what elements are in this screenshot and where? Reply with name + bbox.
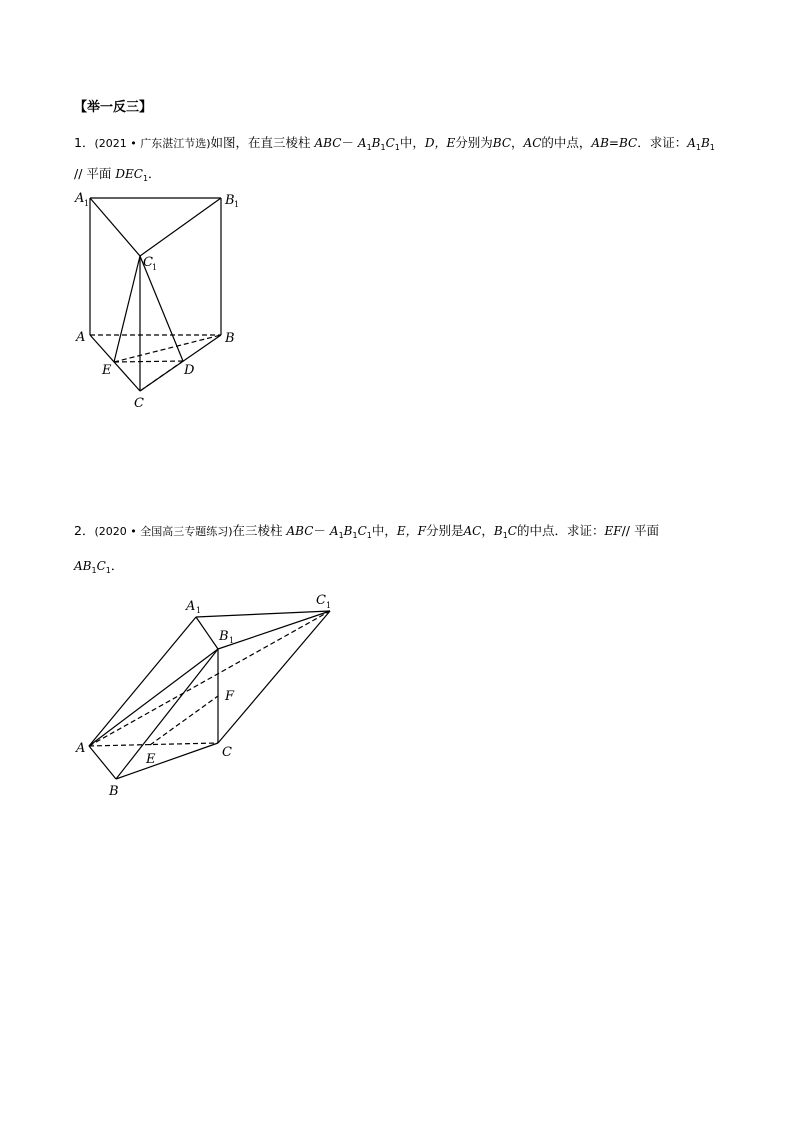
math: D，E <box>424 136 456 150</box>
label-d: D <box>184 363 195 378</box>
edge-b-c <box>116 743 218 779</box>
subscript: 1 <box>394 143 400 152</box>
problem-text: ， <box>481 523 494 538</box>
label-c1: C <box>316 593 326 608</box>
edge-c1-c <box>218 611 330 743</box>
problem-text: ， <box>511 135 524 150</box>
subscript: 1 <box>695 143 701 152</box>
problem-number: 1． <box>74 135 95 150</box>
label-b1: B <box>219 629 229 644</box>
problem-text: 在三棱柱 <box>232 523 283 538</box>
section-heading: 【举一反三】 <box>74 100 153 115</box>
label-a1-sub: 1 <box>84 199 90 208</box>
label-c1: C <box>143 255 153 270</box>
problem-text: 分别为 <box>455 135 493 150</box>
subscript: 1 <box>502 531 508 540</box>
label-a1: A <box>186 599 196 614</box>
problem-text: 的中点．求证： <box>516 523 605 538</box>
problem-number: 2． <box>74 523 95 538</box>
problem-text: 分别是 <box>425 523 464 538</box>
label-c: C <box>222 745 232 760</box>
math: C <box>357 524 367 538</box>
problem-text: // 平面 <box>621 523 659 538</box>
math: C <box>96 559 106 573</box>
label-a: A <box>76 330 86 345</box>
problem-text: // 平面 <box>74 166 116 181</box>
label-b: B <box>225 331 235 346</box>
label-f: F <box>225 689 235 704</box>
label-a1: A <box>75 191 85 206</box>
problem-text: 如图，在直三棱柱 <box>210 135 311 150</box>
math: E，F <box>396 524 426 538</box>
math: ABC <box>286 524 314 538</box>
label-b1-sub: 1 <box>234 200 240 209</box>
math: C <box>385 136 395 150</box>
subscript: 1 <box>366 531 372 540</box>
math: B <box>700 136 710 150</box>
subscript: 1 <box>105 566 111 575</box>
label-a: A <box>76 741 86 756</box>
math: B <box>493 524 503 538</box>
math: AB=BC <box>591 136 638 150</box>
math: AC <box>523 136 542 150</box>
math: ABC <box>314 136 342 150</box>
problem-text: 中， <box>399 135 425 150</box>
math: C <box>507 524 517 538</box>
label-b1: B <box>225 193 235 208</box>
subscript: 1 <box>338 531 344 540</box>
edge-a1-a <box>89 617 196 746</box>
problem-text: ．求证： <box>637 135 688 150</box>
math: B <box>371 136 381 150</box>
math: － <box>341 135 354 150</box>
math: AB <box>74 559 92 573</box>
problem-text: 的中点， <box>541 135 592 150</box>
problem-text: ． <box>110 558 124 573</box>
edge-a-c-hidden <box>89 743 218 746</box>
math: A <box>357 136 367 150</box>
subscript: 1 <box>352 531 358 540</box>
math: B <box>343 524 353 538</box>
label-a1-sub: 1 <box>196 606 202 615</box>
edge-a1-c1 <box>196 611 330 617</box>
math: EF <box>604 524 622 538</box>
problem-source: (2021 • 广东湛江节选) <box>94 137 211 150</box>
math: AC <box>463 524 482 538</box>
math: BC <box>492 136 512 150</box>
label-b: B <box>109 784 119 799</box>
subscript: 1 <box>380 143 386 152</box>
label-c1-sub: 1 <box>326 601 332 610</box>
math: － <box>313 523 326 538</box>
problem-text: ． <box>148 166 161 181</box>
subscript: 1 <box>709 143 715 152</box>
edge-a-b <box>89 746 116 779</box>
label-c: C <box>134 396 144 411</box>
problem-source: (2020 • 全国高三专题练习) <box>94 525 233 538</box>
subscript: 1 <box>91 566 97 575</box>
label-e: E <box>102 363 112 378</box>
subscript: 1 <box>142 174 149 183</box>
label-c1-sub: 1 <box>152 263 158 272</box>
edge-a1-b1 <box>196 617 218 649</box>
label-b1-sub: 1 <box>229 636 235 645</box>
problem-text: 中， <box>371 523 397 538</box>
math: DEC <box>115 167 143 181</box>
edge-e-f-hidden <box>150 696 218 745</box>
edge-a-c1-hidden <box>89 611 330 746</box>
math: A <box>329 524 339 538</box>
math: A <box>687 136 696 150</box>
label-e: E <box>146 752 156 767</box>
subscript: 1 <box>366 143 372 152</box>
